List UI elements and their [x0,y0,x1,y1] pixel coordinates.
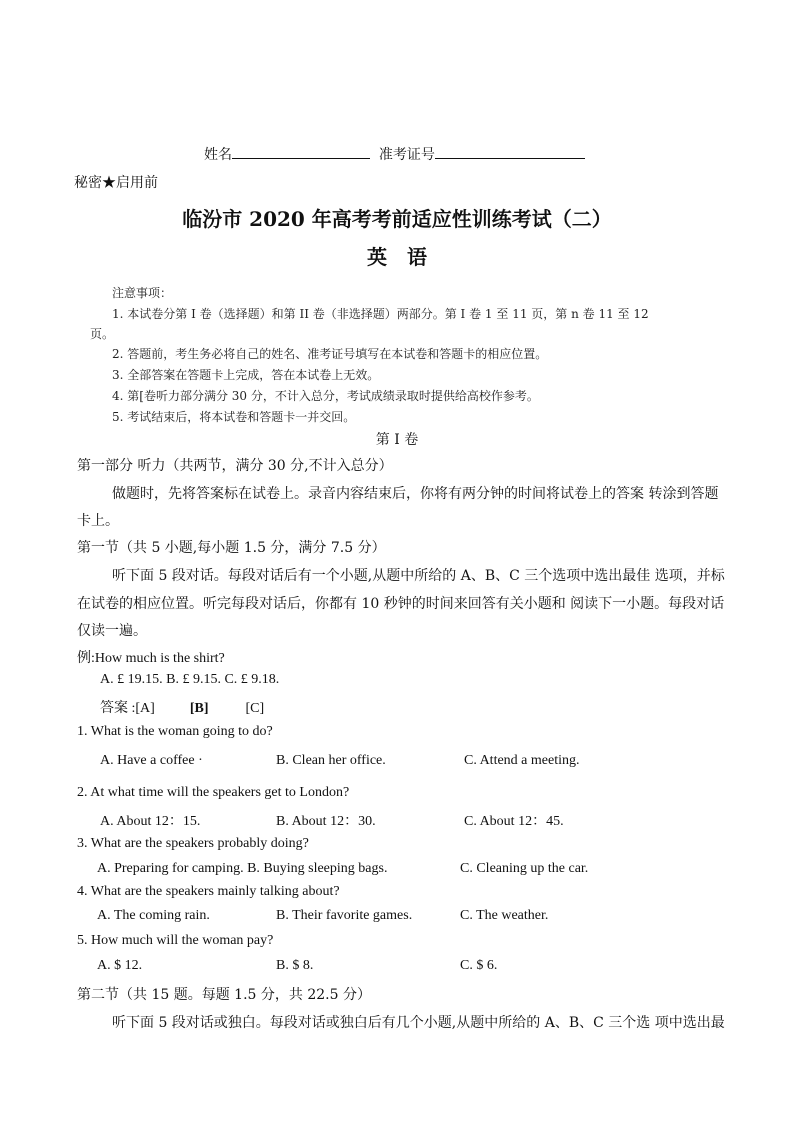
exam-number-blank [435,144,585,159]
exam-title: 临汾市 2020 年高考考前适应性训练考试（二） [182,207,612,231]
name-blank [232,144,370,159]
section1-heading: 第一节（共 5 小题,每小题 1.5 分，满分 7.5 分） [77,540,386,556]
answer-b: [B] [189,701,209,716]
q2-option-c: C. About 12：45. [464,814,564,829]
secret-mark: 秘密★启用前 [74,175,158,191]
section2-intro-line1: 听下面 5 段对话或独白。每段对话或独白后有几个小题,从题中所给的 A、B、C 三个选 项中选出最 [112,1015,725,1031]
example-answer [100,697,264,717]
name-label: 姓名 [204,147,232,163]
question-5: 5. How much will the woman pay? [77,933,274,948]
question-2: 2. At what time will the speakers get to London? [77,785,350,800]
notice-item-5: 5. 考试结束后，将本试卷和答题卡一并交回。 [112,410,356,424]
question-1: 1. What is the woman going to do? [77,724,273,739]
q4-option-a: A. The coming rain. [97,908,210,923]
q3-option-ab: A. Preparing for camping. B. Buying sleeping bags. [97,861,388,876]
notice-item-4: 4. 第[卷听力部分满分 30 分，不计入总分，考试成绩录取时提供给高校作参考。 [112,389,539,403]
subject-title: 英 语 [367,245,427,269]
answer-label: 答案 :[A] [100,701,155,716]
q3-option-c: C. Cleaning up the car. [460,861,589,876]
example-options: A. £ 19.15. B. £ 9.15. C. £ 9.18. [100,672,280,687]
notice-item-1-cont: 页。 [90,327,115,341]
notice-item-2: 2. 答题前，考生务必将自己的姓名、准考证号填写在本试卷和答题卡的相应位置。 [112,347,548,361]
notice-item-1: 1. 本试卷分第 I 卷（选择题）和第 II 卷（非选择题）两部分。第 I 卷 1 至 11 页，第 n 卷 11 至 12 [112,307,649,321]
q2-option-a: A. About 12：15. [100,814,201,829]
q5-option-b: B. $ 8. [276,958,314,973]
part1-intro-line2: 卡上。 [77,513,119,529]
q5-option-c: C. $ 6. [460,958,498,973]
name-field [204,144,585,164]
part1-intro-line1: 做题时，先将答案标在试卷上。录音内容结束后，你将有两分钟的时间将试卷上的答案 转涂到答题 [112,486,719,502]
question-3: 3. What are the speakers probably doing? [77,836,309,851]
q4-option-b: B. Their favorite games. [276,908,413,923]
exam-number-label: 准考证号 [378,147,435,163]
q4-option-c: C. The weather. [460,908,549,923]
q1-option-c: C. Attend a meeting. [464,753,580,768]
q1-option-b: B. Clean her office. [276,753,386,768]
section1-intro-line3: 仅读一遍。 [77,623,147,639]
q5-option-a: A. $ 12. [97,958,143,973]
q1-option-a: A. Have a coffee · [100,753,203,768]
section1-intro-line2: 在试卷的相应位置。听完每段对话后，你都有 10 秒钟的时间来回答有关小题和 阅读下一小题。每段对话 [77,596,725,612]
part1-heading: 第一部分 听力（共两节，满分 30 分,不计入总分） [77,458,393,474]
answer-c: [C] [245,701,265,716]
section1-intro-line1: 听下面 5 段对话。每段对话后有一个小题,从题中所给的 A、B、C 三个选项中选出最佳 选项，并标 [112,568,725,584]
notice-item-3: 3. 全部答案在答题卡上完成，答在本试卷上无效。 [112,368,380,382]
q2-option-b: B. About 12：30. [276,814,376,829]
volume-heading: 第 I 卷 [375,432,419,448]
question-4: 4. What are the speakers mainly talking about? [77,884,340,899]
notice-heading: 注意事项： [112,286,173,300]
section2-heading: 第二节（共 15 题。每题 1.5 分，共 22.5 分） [77,987,371,1003]
example-question: 例:How much is the shirt? [77,651,225,666]
